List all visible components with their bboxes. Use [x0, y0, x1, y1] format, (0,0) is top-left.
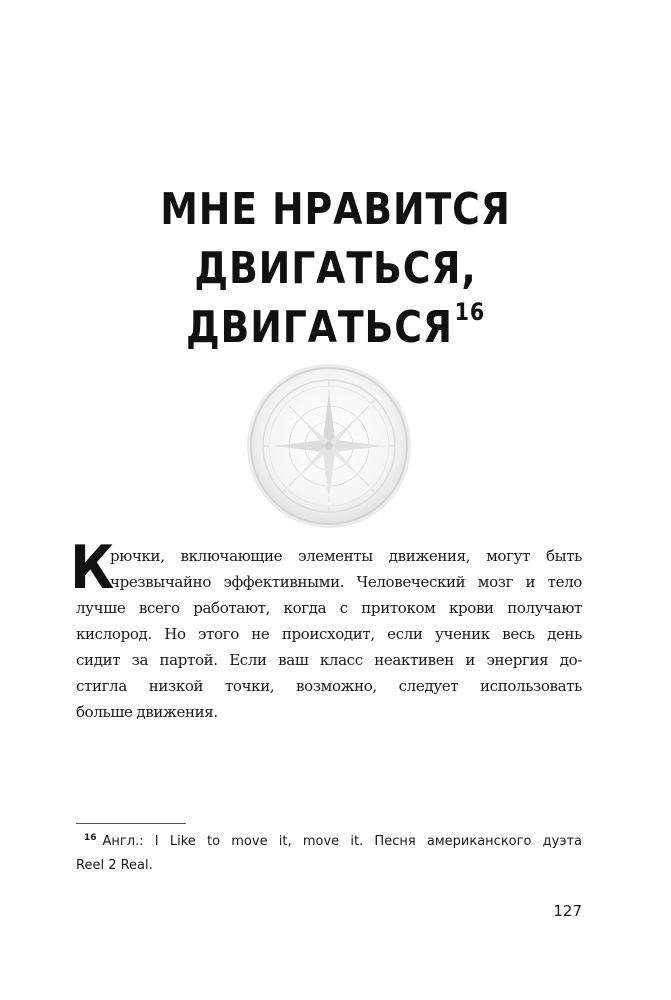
compass-icon — [245, 362, 413, 530]
footnote-line-2: Reel 2 Real. — [76, 858, 153, 873]
body-line: рючки, включающие элементы движения, могут быть — [110, 547, 582, 565]
page-number: 127 — [553, 902, 582, 920]
footnote-line-1 — [76, 830, 582, 854]
body-line: лучше всего работают, когда с притоком крови получают — [76, 599, 582, 617]
body-line: стигла низкой точки, возможно, следует использовать — [76, 677, 582, 695]
footnote-text-1: Англ.: I Like to move it, move it. Песня американского дуэта — [102, 834, 582, 849]
chapter-title-line-2: ДВИГАТЬСЯ, — [194, 243, 477, 294]
footnote — [76, 830, 582, 878]
body-paragraph — [76, 543, 582, 725]
body-line: чрезвычайно эффективными. Человеческий мозг и тело — [110, 573, 582, 591]
chapter-title — [99, 180, 573, 357]
chapter-title-line-3 — [99, 298, 573, 357]
body-line: больше движения. — [76, 703, 218, 721]
body-line: сидит за партой. Если ваш класс неактивен и энергия до- — [76, 651, 582, 669]
footnote-number: 16 — [84, 833, 97, 843]
drop-cap: К — [70, 533, 115, 603]
footnote-reference: 16 — [454, 298, 486, 326]
chapter-title-line-3-text: ДВИГАТЬСЯ — [185, 302, 453, 353]
chapter-title-line-1: МНЕ НРАВИТСЯ — [160, 184, 511, 235]
footnote-divider — [76, 823, 186, 824]
body-line: кислород. Но этого не происходит, если ученик весь день — [76, 625, 582, 643]
